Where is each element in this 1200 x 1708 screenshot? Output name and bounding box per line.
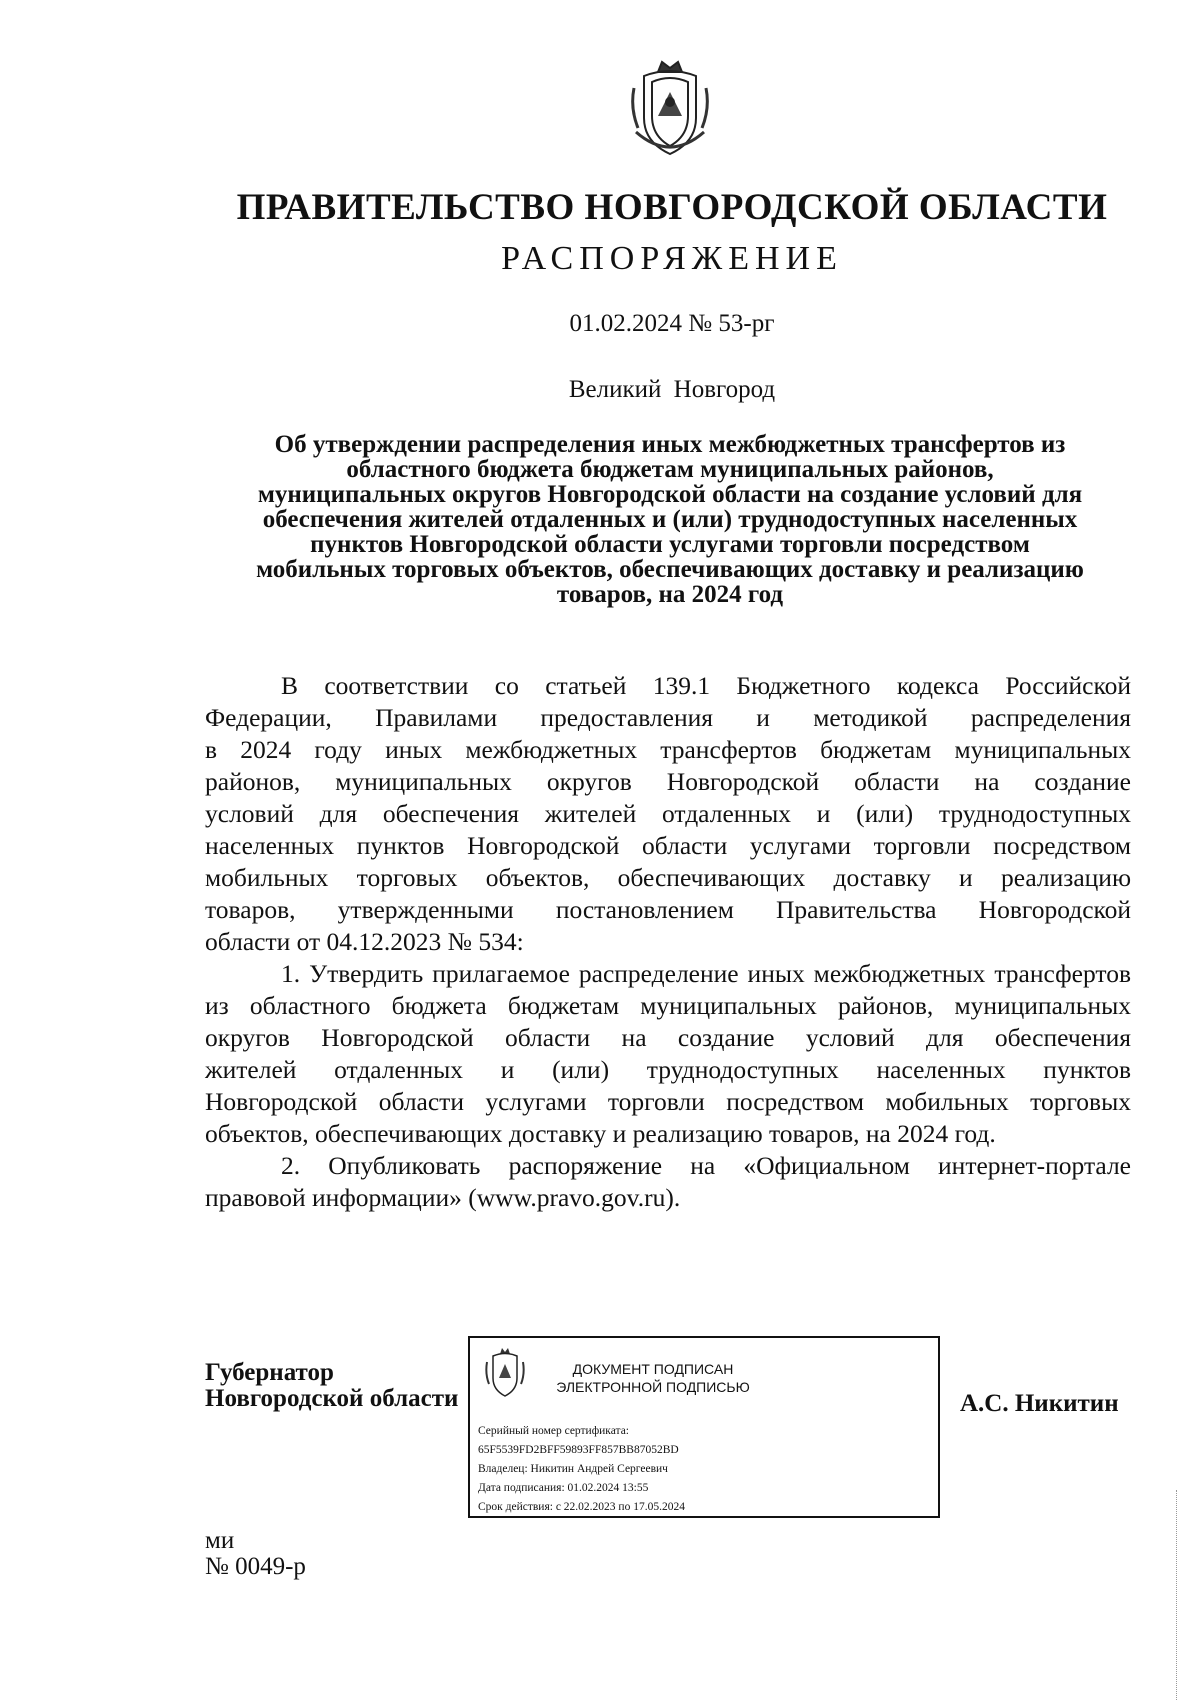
- stamp-title-line: ДОКУМЕНТ ПОДПИСАН: [572, 1361, 734, 1377]
- body-line: округов Новгородской области на создание условий для обеспечения: [205, 1023, 1131, 1052]
- electronic-signature-stamp: [468, 1336, 940, 1518]
- body-line: условий для обеспечения жителей отдаленных и (или) труднодоступных: [205, 799, 1131, 828]
- coat-of-arms-emblem: [628, 58, 712, 158]
- subject-line: товаров, на 2024 год: [556, 581, 784, 608]
- signer-position-line: Новгородской области: [205, 1385, 459, 1412]
- subject-line: мобильных торговых объектов, обеспечивающих доставку и реализацию: [256, 556, 1084, 583]
- body-line: в 2024 году иных межбюджетных трансфертов бюджетам муниципальных: [205, 735, 1131, 764]
- body-line: из областного бюджета бюджетам муниципальных районов, муниципальных: [205, 991, 1131, 1020]
- footer-number: № 0049-р: [205, 1553, 306, 1580]
- subject-line: обеспечения жителей отдаленных и (или) труднодоступных населенных: [262, 506, 1078, 533]
- footer-initials: ми: [205, 1527, 235, 1554]
- scan-edge-line: [1176, 1490, 1178, 1700]
- stamp-serial: 65F5539FD2BFF59893FF857BB87052BD: [478, 1444, 679, 1456]
- stamp-details: [478, 1422, 685, 1517]
- document-type: РАСПОРЯЖЕНИЕ: [501, 240, 843, 277]
- footer-code: [205, 1528, 306, 1580]
- body-line: населенных пунктов Новгородской области услугами торговли посредством: [205, 831, 1131, 860]
- body-line: объектов, обеспечивающих доставку и реализацию товаров, на 2024 год.: [205, 1119, 996, 1148]
- stamp-title-line: ЭЛЕКТРОННОЙ ПОДПИСЬЮ: [556, 1379, 750, 1395]
- body-line: мобильных торговых объектов, обеспечивающих доставку и реализацию: [205, 863, 1131, 892]
- subject-line: муниципальных округов Новгородской области на создание условий для: [257, 481, 1083, 508]
- subject-line: пунктов Новгородской области услугами торговли посредством: [310, 531, 1030, 558]
- signer-position: [205, 1360, 458, 1412]
- body-line: правовой информации» (www.pravo.gov.ru).: [205, 1183, 681, 1212]
- document-body: [205, 670, 1131, 1214]
- body-line: области от 04.12.2023 № 534:: [205, 927, 524, 956]
- stamp-owner: Владелец: Никитин Андрей Сергеевич: [478, 1463, 668, 1475]
- date-and-number: 01.02.2024 № 53-рг: [569, 310, 775, 337]
- signer-name: А.С. Никитин: [960, 1390, 1119, 1417]
- body-line: 1. Утвердить прилагаемое распределение иных межбюджетных трансфертов: [281, 959, 1131, 988]
- body-line: товаров, утвержденными постановлением Правительства Новгородской: [205, 895, 1131, 924]
- signer-position-line: Губернатор: [205, 1359, 334, 1386]
- body-line: 2. Опубликовать распоряжение на «Официальном интернет-портале: [281, 1151, 1131, 1180]
- subject-line: Об утверждении распределения иных межбюджетных трансфертов из: [274, 431, 1066, 458]
- body-line: Новгородской области услугами торговли посредством мобильных торговых: [205, 1087, 1131, 1116]
- document-subject: [205, 432, 1135, 607]
- organization-title: ПРАВИТЕЛЬСТВО НОВГОРОДСКОЙ ОБЛАСТИ: [236, 187, 1108, 228]
- body-line: Федерации, Правилами предоставления и методикой распределения: [205, 703, 1131, 732]
- stamp-title: [542, 1360, 764, 1396]
- city: Великий Новгород: [568, 376, 776, 403]
- stamp-signed-date: Дата подписания: 01.02.2024 13:55: [478, 1482, 649, 1494]
- stamp-emblem-icon: [484, 1346, 526, 1400]
- body-line: жителей отдаленных и (или) труднодоступных населенных пунктов: [205, 1055, 1131, 1084]
- stamp-validity: Срок действия: с 22.02.2023 по 17.05.2024: [478, 1501, 685, 1513]
- subject-line: областного бюджета бюджетам муниципальных районов,: [346, 456, 994, 483]
- body-line: районов, муниципальных округов Новгородской области на создание: [205, 767, 1131, 796]
- body-line: В соответствии со статьей 139.1 Бюджетного кодекса Российской: [281, 671, 1131, 700]
- stamp-serial-label: Серийный номер сертификата:: [478, 1425, 629, 1437]
